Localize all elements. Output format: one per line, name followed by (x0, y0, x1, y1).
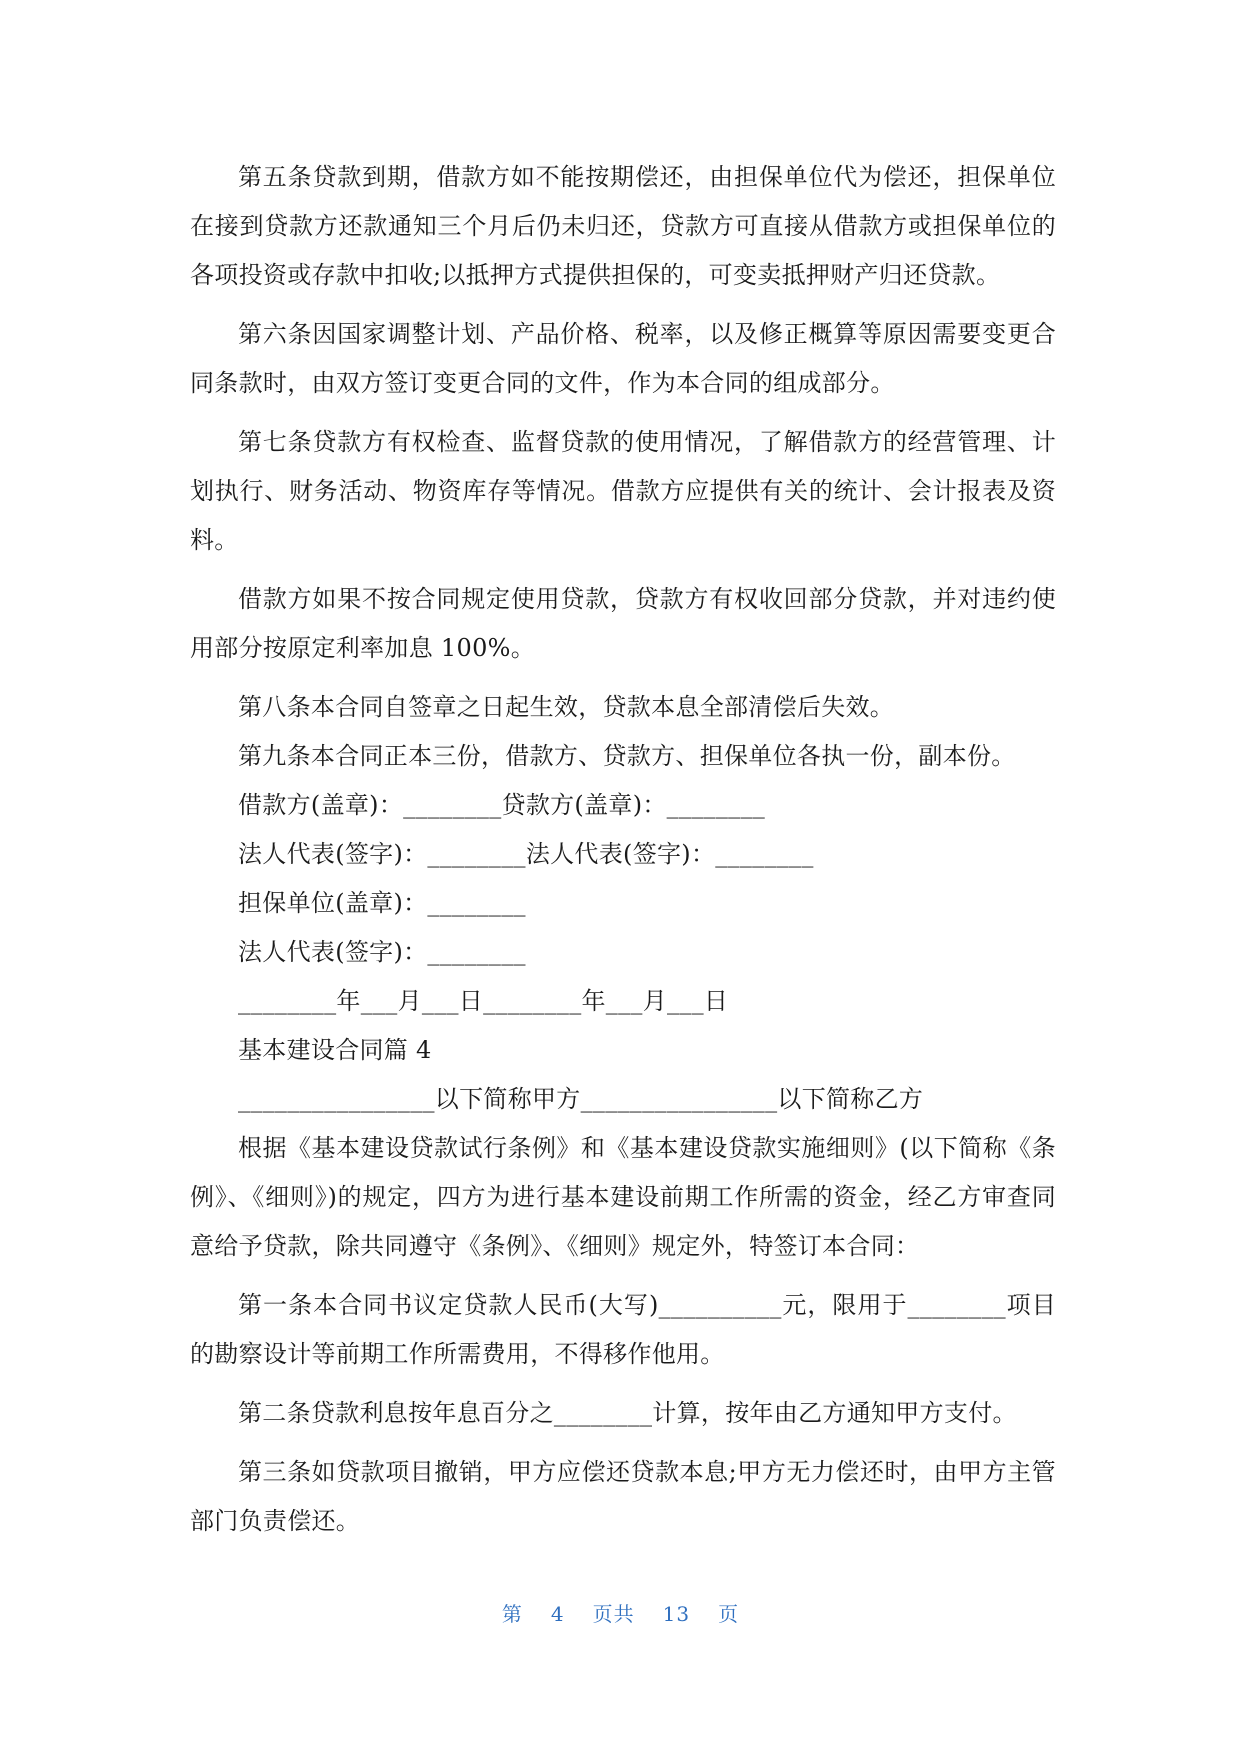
paragraph-article-2: 第二条贷款利息按年息百分之________计算，按年由乙方通知甲方支付。 (238, 1399, 1017, 1427)
signature-line-seals: 借款方(盖章)：________贷款方(盖章)：________ (238, 791, 766, 819)
footer-prefix: 第 (501, 1602, 523, 1626)
paragraph-misuse-penalty: 借款方如果不按合同规定使用贷款，贷款方有权收回部分贷款，并对违约使用部分按原定利率加息 100%。 (190, 585, 1056, 662)
footer-total-pages: 13 (662, 1602, 691, 1626)
paragraph-article-9: 第九条本合同正本三份，借款方、贷款方、担保单位各执一份，副本份。 (238, 742, 1016, 770)
paragraph-article-6: 第六条因国家调整计划、产品价格、税率，以及修正概算等原因需要变更合同条款时，由双方签订变更合同的文件，作为本合同的组成部分。 (190, 320, 1056, 397)
section-heading: 基本建设合同篇 4 (238, 1036, 432, 1064)
footer-suffix: 页 (718, 1602, 740, 1626)
paragraph-article-7: 第七条贷款方有权检查、监督贷款的使用情况，了解借款方的经营管理、计划执行、财务活动、物资库存等情况。借款方应提供有关的统计、会计报表及资料。 (190, 428, 1056, 554)
paragraph-article-1: 第一条本合同书议定贷款人民币(大写)__________元，限用于________项目的勘察设计等前期工作所需费用，不得移作他用。 (190, 1291, 1056, 1368)
signature-line-guarantor-rep: 法人代表(签字)：________ (238, 938, 526, 966)
paragraph-article-8: 第八条本合同自签章之日起生效，贷款本息全部清偿后失效。 (238, 693, 895, 721)
paragraph-article-5: 第五条贷款到期，借款方如不能按期偿还，由担保单位代为偿还，担保单位在接到贷款方还款通知三个月后仍未归还，贷款方可直接从借款方或担保单位的各项投资或存款中扣收;以抵押方式提供担保的，可变卖抵押财产归还贷款。 (190, 163, 1056, 289)
paragraph-article-3: 第三条如贷款项目撤销，甲方应偿还贷款本息;甲方无力偿还时，由甲方主管部门负责偿还。 (190, 1458, 1056, 1535)
paragraph-preamble: 根据《基本建设贷款试行条例》和《基本建设贷款实施细则》(以下简称《条例》、《细则》)的规定，四方为进行基本建设前期工作所需的资金，经乙方审查同意给予贷款，除共同遵守《条例》、《细则》规定外，特签订本合同： (190, 1134, 1056, 1260)
document-body (190, 153, 1056, 1556)
signature-line-legal-reps: 法人代表(签字)：________法人代表(签字)：________ (238, 840, 814, 868)
parties-line: ________________以下简称甲方________________以下简称乙方 (238, 1085, 924, 1113)
signature-line-guarantor-seal: 担保单位(盖章)：________ (238, 889, 526, 917)
signature-line-dates: ________年___月___日________年___月___日 (238, 987, 729, 1015)
page-footer (0, 1598, 1241, 1627)
footer-current-page: 4 (550, 1602, 565, 1626)
footer-middle: 页共 (592, 1602, 635, 1626)
